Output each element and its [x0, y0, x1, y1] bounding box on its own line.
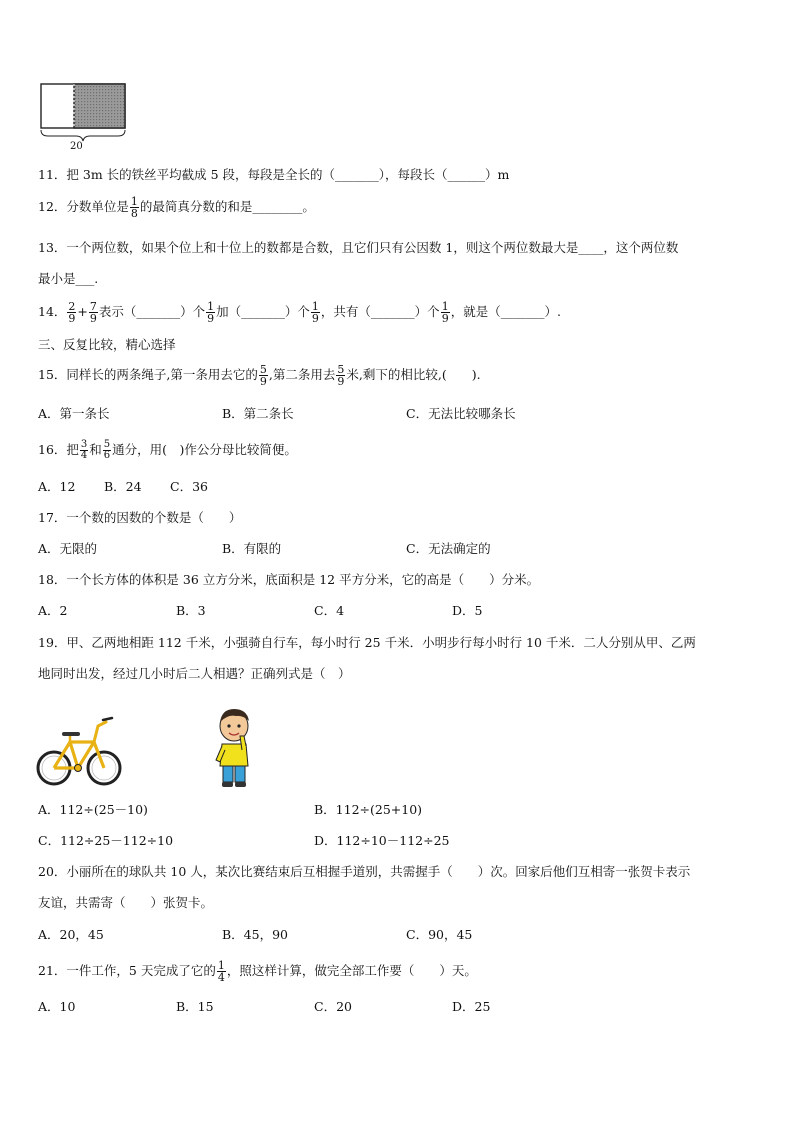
rectangle-diagram [36, 80, 132, 152]
q17-option-b[interactable]: B．有限的 [222, 541, 282, 556]
q18-option-a[interactable]: A．2 [38, 603, 68, 618]
q14-prefix: 14． [38, 304, 67, 319]
q16-text-2: 和 [89, 442, 102, 457]
q14-text-3: ，共有（_______）个 [320, 304, 440, 319]
brace-label: 20 [70, 141, 83, 152]
q12-fraction: $\frac{1}{8}$ [130, 195, 138, 220]
q15-option-a[interactable]: A．第一条长 [38, 406, 110, 421]
q20-option-a[interactable]: A．20，45 [38, 927, 104, 942]
q15-text-3: 米,剩下的相比较,( ). [346, 367, 481, 382]
q18-option-d[interactable]: D．5 [452, 603, 483, 618]
question-11: 11．把 3m 长的铁丝平均截成 5 段，每段是全长的（_______），每段长（______）m [38, 167, 510, 182]
q21-text-2: ，照这样计算，做完全部工作要（ ）天。 [226, 963, 477, 978]
q18-option-b[interactable]: B．3 [176, 603, 206, 618]
question-20-line2: 友谊，共需寄（ ）张贺卡。 [38, 895, 214, 910]
q14-fraction-1: $\frac{2}{9}$ [68, 300, 76, 325]
q20-option-b[interactable]: B．45，90 [222, 927, 288, 942]
q15-option-c[interactable]: C．无法比较哪条长 [406, 406, 516, 421]
question-14 [38, 301, 561, 324]
question-12 [38, 196, 315, 219]
q16-text-1: 16．把 [38, 442, 79, 457]
q19-option-a[interactable]: A．112÷(25－10) [38, 802, 148, 817]
q21-text-1: 21．一件工作，5 天完成了它的 [38, 963, 216, 978]
bicycle-illustration [36, 710, 122, 790]
q20-option-c[interactable]: C．90，45 [406, 927, 473, 942]
q16-fraction-1: $\frac{3}{4}$ [80, 439, 88, 461]
question-19-line1: 19．甲、乙两地相距 112 千米，小强骑自行车，每小时行 25 千米．小明步行每小时行 10 千米．二人分别从甲、乙两 [38, 635, 696, 650]
q21-fraction: $\frac{1}{4}$ [217, 959, 225, 984]
q15-text-2: ,第二条用去 [268, 367, 336, 382]
question-19-line2: 地同时出发，经过几小时后二人相遇？正确列式是（ ） [38, 666, 351, 681]
q21-option-b[interactable]: B．15 [176, 999, 214, 1014]
q19-option-b[interactable]: B．112÷(25+10) [314, 802, 423, 817]
q15-option-b[interactable]: B．第二条长 [222, 406, 294, 421]
q14-text-1: 表示（_______）个 [98, 304, 206, 319]
q19-option-c[interactable]: C．112÷25－112÷10 [38, 833, 174, 848]
q16-text-3: 通分，用( )作公分母比较简便。 [112, 442, 297, 457]
q18-option-c[interactable]: C．4 [314, 603, 345, 618]
question-17: 17．一个数的因数的个数是（ ） [38, 510, 242, 525]
question-15 [38, 364, 481, 387]
q21-option-a[interactable]: A．10 [38, 999, 76, 1014]
boy-illustration [212, 706, 258, 790]
q14-fraction-5: $\frac{1}{9}$ [441, 300, 449, 325]
q16-option-c[interactable]: C．36 [170, 479, 208, 494]
q21-option-d[interactable]: D．25 [452, 999, 491, 1014]
q14-text-4: ，就是（_______）. [450, 304, 561, 319]
q19-option-d[interactable]: D．112÷10－112÷25 [314, 833, 450, 848]
q15-fraction-1: $\frac{5}{9}$ [259, 363, 267, 388]
question-21 [38, 960, 477, 983]
q12-text-a: 12．分数单位是 [38, 199, 129, 214]
q15-text-1: 15．同样长的两条绳子,第一条用去它的 [38, 367, 258, 382]
question-18: 18．一个长方体的体积是 36 立方分米，底面积是 12 平方分米，它的高是（ ）分米。 [38, 572, 540, 587]
q16-option-b[interactable]: B．24 [104, 479, 142, 494]
q14-plus: + [77, 304, 88, 319]
q14-fraction-2: $\frac{7}{9}$ [89, 300, 97, 325]
question-13-line1: 13．一个两位数，如果个位上和十位上的数都是合数，且它们只有公因数 1，则这个两位数最大是____，这个两位数 [38, 240, 679, 255]
q15-fraction-2: $\frac{5}{9}$ [337, 363, 345, 388]
question-13-line2: 最小是___. [38, 271, 99, 286]
question-20-line1: 20．小丽所在的球队共 10 人，某次比赛结束后互相握手道别，共需握手（ ）次。回家后他们互相寄一张贺卡表示 [38, 864, 691, 879]
q16-option-a[interactable]: A．12 [38, 479, 76, 494]
section-3-title: 三、反复比较，精心选择 [38, 337, 176, 352]
q14-fraction-4: $\frac{1}{9}$ [311, 300, 319, 325]
q16-fraction-2: $\frac{5}{6}$ [103, 439, 111, 461]
q17-option-a[interactable]: A．无限的 [38, 541, 98, 556]
q12-text-b: 的最简真分数的和是________。 [139, 199, 315, 214]
q17-option-c[interactable]: C．无法确定的 [406, 541, 491, 556]
question-16 [38, 440, 297, 461]
q14-text-2: 加（_______）个 [216, 304, 310, 319]
q21-option-c[interactable]: C．20 [314, 999, 352, 1014]
q14-fraction-3: $\frac{1}{9}$ [207, 300, 215, 325]
